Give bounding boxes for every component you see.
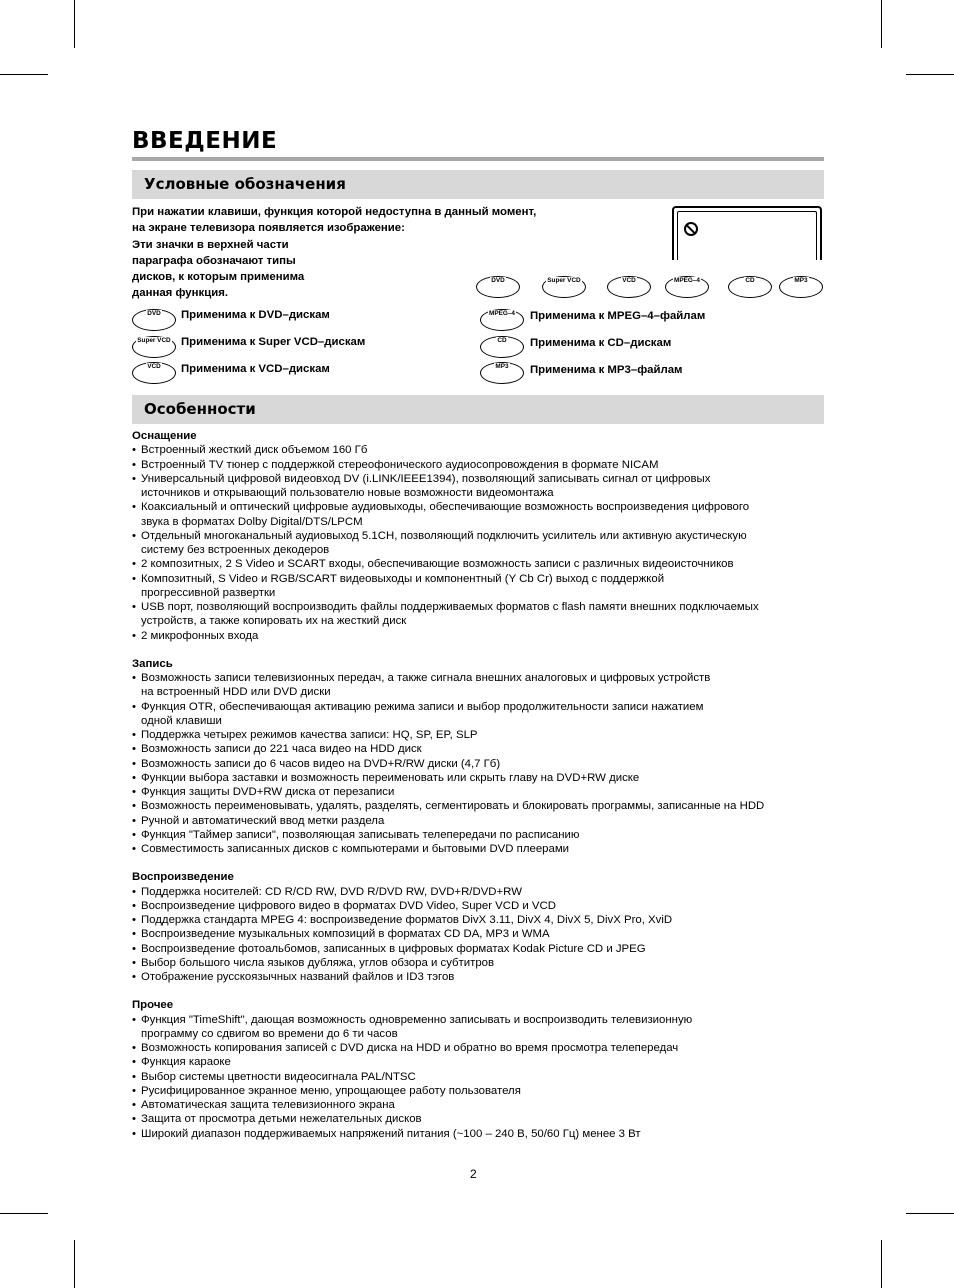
feature-item [132, 529, 832, 558]
feature-item-line: систему без встроенных декодеров [141, 544, 330, 556]
feature-item-line: • Русифицированное экранное меню, упрощающее работу пользователя [141, 1084, 521, 1097]
feature-item [132, 757, 832, 771]
feature-item-line: • Функция "Таймер записи", позволяющая записывать телепередачи по расписанию [141, 828, 580, 841]
legend-cd: Применима к CD–дискам [530, 337, 672, 349]
crop-mark [0, 74, 48, 75]
feature-item [132, 1084, 832, 1098]
feature-item [132, 742, 832, 756]
feature-item-line: • Встроенный жесткий диск объемом 160 Гб [141, 444, 368, 457]
mp3-disc-icon: MP3 [480, 362, 524, 384]
feature-item-line: • Поддержка четырех режимов качества записи: HQ, SP, EP, SLP [141, 729, 478, 741]
crop-mark [906, 1213, 954, 1214]
feature-item [132, 600, 832, 629]
feature-item-line: • Возможность записи до 221 часа видео на HDD диск [141, 743, 422, 756]
cd-disc-icon: CD [728, 276, 772, 298]
feature-item [132, 458, 832, 472]
feature-item-line: звука в форматах Dolby Digital/DTS/LPCM [141, 515, 363, 528]
feature-item [132, 1041, 832, 1055]
vcd-disc-icon: VCD [132, 362, 176, 384]
feature-item-line: • USB порт, позволяющий воспроизводить файлы поддерживаемых форматов с flash памяти внешних подключаемых [141, 601, 759, 613]
feature-item-line: • Выбор системы цветности видеосигнала PAL/NTSC [141, 1070, 416, 1083]
feature-item [132, 1112, 832, 1126]
feature-item [132, 500, 832, 529]
feature-item-line: • Ручной и автоматический ввод метки раздела [141, 814, 385, 827]
feature-item [132, 913, 832, 927]
page-number: 2 [470, 1167, 477, 1181]
crop-mark [881, 0, 882, 48]
feature-item-line: • 2 микрофонных входа [141, 629, 259, 642]
feature-group-heading: Прочее [132, 999, 174, 1012]
feature-item-line: • Воспроизведение цифрового видео в форматах DVD Video, Super VCD и VCD [141, 899, 556, 912]
feature-item [132, 785, 832, 799]
feature-item-line: • Отдельный многоканальный аудиовыход 5.1CH, позволяющий подключить усилитель или активную акустическую [141, 529, 747, 542]
feature-item [132, 472, 832, 501]
feature-group-heading: Воспроизведение [132, 871, 234, 884]
feature-item [132, 1055, 832, 1069]
feature-item-line: • Защита от просмотра детьми нежелательных дисков [141, 1113, 422, 1126]
feature-item-line: устройств, а также копировать их на жесткий диск [141, 615, 407, 628]
feature-item-line: • Возможность записи до 6 часов видео на DVD+R/RW диски (4,7 Гб) [141, 757, 501, 770]
super-vcd-disc-icon: Super VCD [132, 336, 176, 358]
feature-item-line: программу со сдвигом во времени до 6 ти часов [141, 1027, 398, 1040]
feature-item-line: • Широкий диапазон поддерживаемых напряжений питания (~100 – 240 В, 50/60 Гц) менее 3 Вт [141, 1127, 641, 1140]
feature-item-line: • Встроенный TV тюнер с поддержкой стереофонического аудиосопровождения в формате NICAM [141, 458, 659, 471]
intro-line: Эти значки в верхней части [132, 238, 289, 251]
intro-line: на экране телевизора появляется изображение: [132, 222, 405, 235]
legend-mpeg4: Применима к MPEG–4–файлам [530, 310, 706, 322]
feature-item-line: • Совместимость записанных дисков с компьютерами и бытовыми DVD плеерами [141, 843, 570, 855]
feature-item [132, 828, 832, 842]
feature-group-heading: Оснащение [132, 430, 197, 442]
feature-item-line: • Возможность записи телевизионных передач, а также сигнала внешних аналоговых и цифровых устройств [141, 672, 711, 684]
crop-mark [74, 0, 75, 48]
feature-item-line: • Функция защиты DVD+RW диска от перезаписи [141, 786, 395, 798]
feature-item [132, 885, 832, 899]
feature-group [132, 429, 832, 643]
feature-item [132, 1098, 832, 1112]
feature-item [132, 771, 832, 785]
feature-item [132, 899, 832, 913]
legend-super-vcd: Применима к Super VCD–дискам [181, 336, 366, 348]
tv-screen-illustration [672, 206, 822, 260]
feature-item-line: • Возможность копирования записей с DVD диска на HDD и обратно во время просмотра телепередач [141, 1042, 679, 1054]
feature-item [132, 557, 832, 571]
feature-item [132, 1013, 832, 1042]
feature-item [132, 572, 832, 601]
mpeg4-disc-icon: MPEG–4 [665, 276, 709, 298]
feature-item [132, 842, 832, 856]
crop-mark [906, 74, 954, 75]
feature-item [132, 970, 832, 984]
features-list [132, 429, 832, 1141]
crop-mark [881, 1240, 882, 1288]
feature-item-line: • Возможность переименовывать, удалять, разделять, сегментировать и блокировать программы, записанные на HDD [141, 800, 765, 813]
feature-item [132, 927, 832, 941]
feature-item [132, 814, 832, 828]
legend-dvd: Применима к DVD–дискам [181, 309, 330, 321]
intro-line: параграфа обозначают типы [132, 254, 296, 267]
feature-item-line: • Универсальный цифровой видеовход DV (i.LINK/IEEE1394), позволяющий записывать сигнал от цифровых [141, 472, 711, 485]
feature-item [132, 671, 832, 700]
feature-item-line: • Выбор большого числа языков дубляжа, углов обзора и субтитров [141, 956, 495, 969]
title-rule [132, 157, 824, 161]
super-vcd-disc-icon: Super VCD [542, 276, 586, 298]
feature-item-line: одной клавиши [141, 714, 222, 727]
feature-item-line: • Функции выбора заставки и возможность переименовать или скрыть главу на DVD+RW диске [141, 771, 640, 784]
feature-item-line: на встроенный HDD или DVD диски [141, 686, 331, 699]
symbols-intro [132, 204, 602, 302]
feature-item [132, 1127, 832, 1141]
feature-item [132, 942, 832, 956]
dvd-disc-icon: DVD [476, 276, 520, 298]
feature-item [132, 728, 832, 742]
mp3-disc-icon: MP3 [779, 276, 823, 298]
feature-item [132, 629, 832, 643]
feature-item-line: • Воспроизведение музыкальных композиций в форматах CD DA, MP3 и WMA [141, 928, 550, 941]
intro-line: При нажатии клавиши, функция которой недоступна в данный момент, [132, 206, 537, 218]
feature-item-line: • Функция "TimeShift", дающая возможность одновременно записывать и воспроизводить телевизионную [141, 1013, 693, 1026]
vcd-disc-icon: VCD [607, 276, 651, 298]
feature-item-line: • 2 композитных, 2 S Video и SCART входы, обеспечивающие возможность записи с различных видеоисточников [141, 558, 734, 571]
feature-item-line: • Поддержка носителей: CD R/CD RW, DVD R/DVD RW, DVD+R/DVD+RW [141, 885, 522, 898]
feature-item-line: источников и открывающий пользователю новые возможности видеомонтажа [141, 487, 554, 499]
feature-item-line: • Функция караоке [141, 1056, 231, 1069]
crop-mark [74, 1240, 75, 1288]
cd-disc-icon: CD [480, 336, 524, 358]
crop-mark [0, 1213, 48, 1214]
feature-item-line: • Функция OTR, обеспечивающая активацию режима записи и выбор продолжительности записи нажатием [141, 700, 704, 713]
feature-item-line: прогрессивной развертки [141, 586, 276, 599]
feature-item [132, 443, 832, 457]
feature-item-line: • Воспроизведение фотоальбомов, записанных в цифровых форматах Kodak Picture CD и JPEG [141, 942, 646, 955]
feature-item-line: • Коаксиальный и оптический цифровые аудиовыходы, обеспечивающие возможность воспроизведения цифрового [141, 501, 750, 514]
feature-item-line: • Отображение русскоязычных названий файлов и ID3 тэгов [141, 971, 455, 983]
feature-item-line: • Поддержка стандарта MPEG 4: воспроизведение форматов DivX 3.11, DivX 4, DivX 5, DivX Pro, XviD [141, 914, 673, 926]
feature-group-heading: Запись [132, 657, 173, 670]
feature-item [132, 799, 832, 813]
page-title: ВВЕДЕНИЕ [132, 128, 278, 154]
feature-item-line: • Композитный, S Video и RGB/SCART видеовыходы и компонентный (Y Cb Cr) выход с поддержкой [141, 572, 665, 585]
feature-item [132, 956, 832, 970]
feature-group [132, 998, 832, 1141]
intro-line: дисков, к которым применима [132, 271, 305, 284]
feature-item-line: • Автоматическая защита телевизионного экрана [141, 1099, 395, 1111]
legend-vcd: Применима к VCD–дискам [181, 363, 330, 375]
mpeg4-disc-icon: MPEG–4 [480, 309, 524, 331]
feature-group [132, 657, 832, 857]
feature-group [132, 870, 832, 984]
prohibited-icon [684, 222, 698, 236]
feature-item [132, 1070, 832, 1084]
dvd-disc-icon: DVD [132, 309, 176, 331]
legend-mp3: Применима к MP3–файлам [530, 364, 683, 376]
feature-item [132, 700, 832, 729]
section-symbols-heading: Условные обозначения [132, 170, 824, 199]
intro-line: данная функция. [132, 287, 229, 300]
section-features-heading: Особенности [132, 395, 824, 424]
